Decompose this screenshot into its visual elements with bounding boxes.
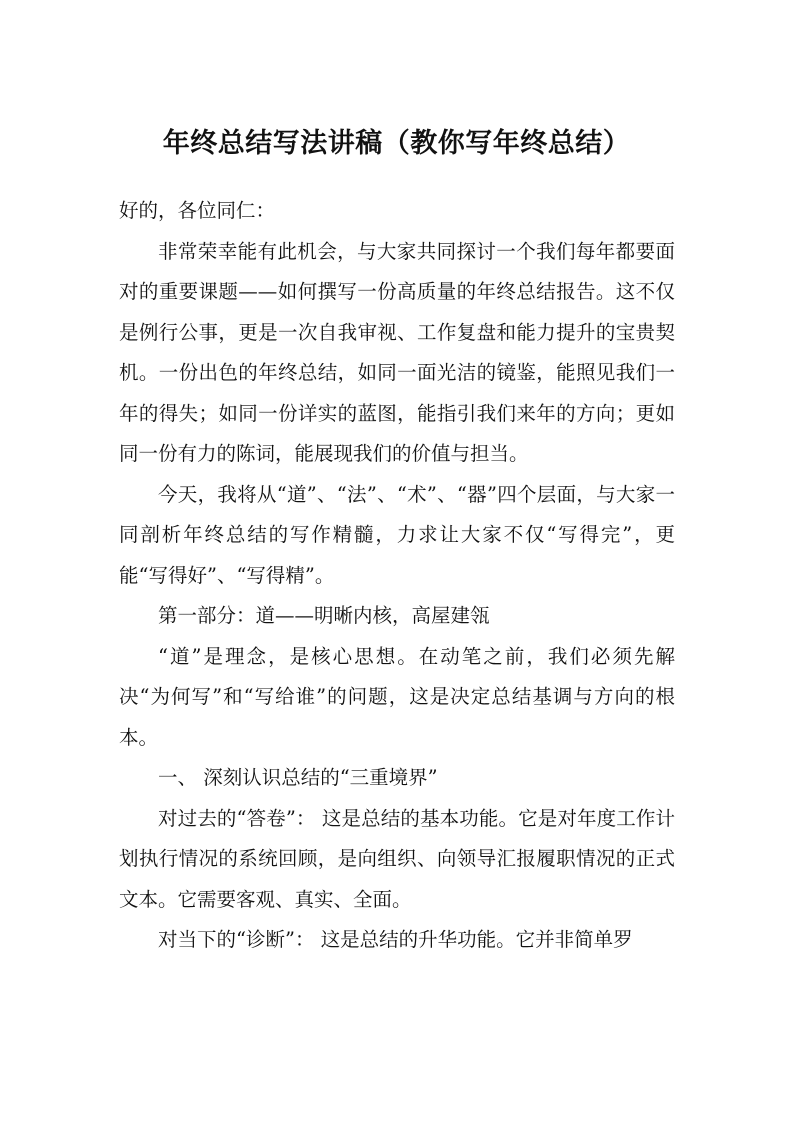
- subsection-heading-one: 一、 深刻认识总结的“三重境界”: [158, 766, 438, 789]
- intro-paragraph: 非常荣幸能有此机会，与大家共同探讨一个我们每年都要面对的重要课题——如何撰写一份高质量的年终总结报告。这不仅是例行公事，更是一次自我审视、工作复盘和能力提升的宝贵契机。一份出色的年终总结，如同一面光洁的镜鉴，能照见我们一年的得失；如同一份详实的蓝图，能指引我们来年的方向；更如同一份有力的陈词，能展现我们的价值与担当。: [119, 239, 675, 465]
- outline-paragraph: 今天，我将从“道”、“法”、“术”、“器”四个层面，与大家一同剖析年终总结的写作精髓，力求让大家不仅“写得完”，更能“写得好”、“写得精”。: [119, 482, 675, 587]
- document-body: [119, 191, 675, 961]
- document-title: 年终总结写法讲稿（教你写年终总结）: [162, 128, 631, 159]
- section-heading-part-one: 第一部分：道——明晰内核，高屋建瓴: [158, 604, 490, 627]
- answer-sheet-paragraph: 对过去的“答卷”： 这是总结的基本功能。它是对年度工作计划执行情况的系统回顾，是向组织、向领导汇报履职情况的正式文本。它需要客观、真实、全面。: [119, 806, 675, 911]
- diagnosis-paragraph: 对当下的“诊断”： 这是总结的升华功能。它并非简单罗: [158, 928, 633, 951]
- dao-paragraph: “道”是理念，是核心思想。在动笔之前，我们必须先解决“为何写”和“写给谁”的问题，这是决定总结基调与方向的根本。: [119, 644, 675, 749]
- greeting-paragraph: 好的，各位同仁：: [119, 199, 276, 222]
